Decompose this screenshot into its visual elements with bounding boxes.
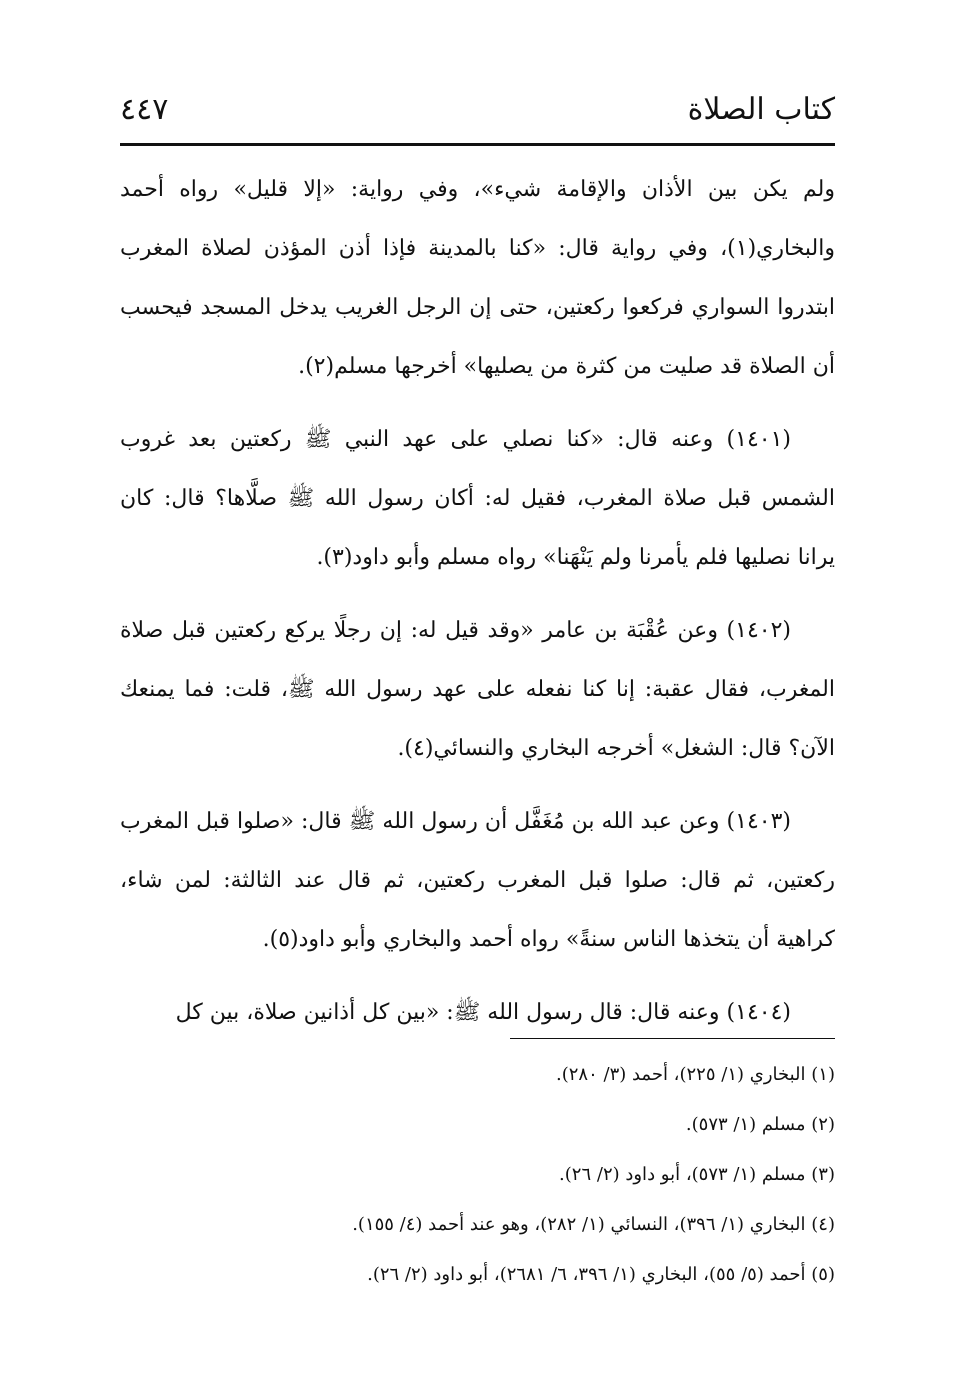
- hadith-1402: (١٤٠٢) وعن عُقْبَة بن عامر «وقد قيل له: إن رجلًا يركع ركعتين قبل صلاة المغرب، فقال عقبة: إنا كنا نفعله على عهد رسول الله ﷺ، قلت: فما يمنعك الآن؟ قال: الشغل» أخرجه البخاري والنسائي(٤).: [120, 618, 835, 761]
- footnote-4: (٤) البخاري (١/ ٣٩٦)، النسائي (١/ ٢٨٢)، وهو عند أحمد (٤/ ١٥٥).: [352, 1214, 835, 1235]
- body-text: [120, 160, 835, 1042]
- hadith-1403: (١٤٠٣) وعن عبد الله بن مُغَفَّل أن رسول الله ﷺ قال: «صلوا قبل المغرب ركعتين، ثم قال: صلوا قبل المغرب ركعتين، ثم قال عند الثالثة: لمن شاء، كراهية أن يتخذها الناس سنةً» رواه أحمد والبخاري وأبو داود(٥).: [120, 809, 835, 952]
- hadith-1404: (١٤٠٤) وعنه قال: قال رسول الله ﷺ: «بين كل أذانين صلاة، بين كل: [175, 1000, 791, 1025]
- footnote-5: (٥) أحمد (٥/ ٥٥)، البخاري (١/ ٣٩٦، ٦/ ٢٦٨١)، أبو داود (٢/ ٢٦).: [367, 1264, 835, 1285]
- footnotes: [120, 1050, 835, 1300]
- footnote-3: (٣) مسلم (١/ ٥٧٣)، أبو داود (٢/ ٢٦).: [559, 1164, 835, 1185]
- continuation-paragraph: ولم يكن بين الأذان والإقامة شيء»، وفي رواية: «إلا قليل» رواه أحمد والبخاري(١)، وفي رواية قال: «كنا بالمدينة فإذا أذن المؤذن لصلاة المغرب ابتدروا السواري فركعوا ركعتين، حتى إن الرجل الغريب يدخل المسجد فيحسب أن الصلاة قد صليت من كثرة من يصليها» أخرجها مسلم(٢).: [120, 177, 835, 379]
- header-rule: [120, 143, 835, 146]
- hadith-1401: (١٤٠١) وعنه قال: «كنا نصلي على عهد النبي ﷺ ركعتين بعد غروب الشمس قبل صلاة المغرب، فقيل له: أكان رسول الله ﷺ صلَّاها؟ قال: كان يرانا نصليها فلم يأمرنا ولم يَنْهَنا» رواه مسلم وأبو داود(٣).: [120, 427, 835, 570]
- footnote-2: (٢) مسلم (١/ ٥٧٣).: [685, 1114, 835, 1135]
- footnote-1: (١) البخاري (١/ ٢٢٥)، أحمد (٣/ ٢٨٠).: [556, 1064, 835, 1085]
- book-title: كتاب الصلاة: [687, 92, 835, 127]
- footnote-rule: [510, 1038, 835, 1039]
- page-number: ٤٤٧: [120, 92, 169, 127]
- page-header: [120, 92, 835, 142]
